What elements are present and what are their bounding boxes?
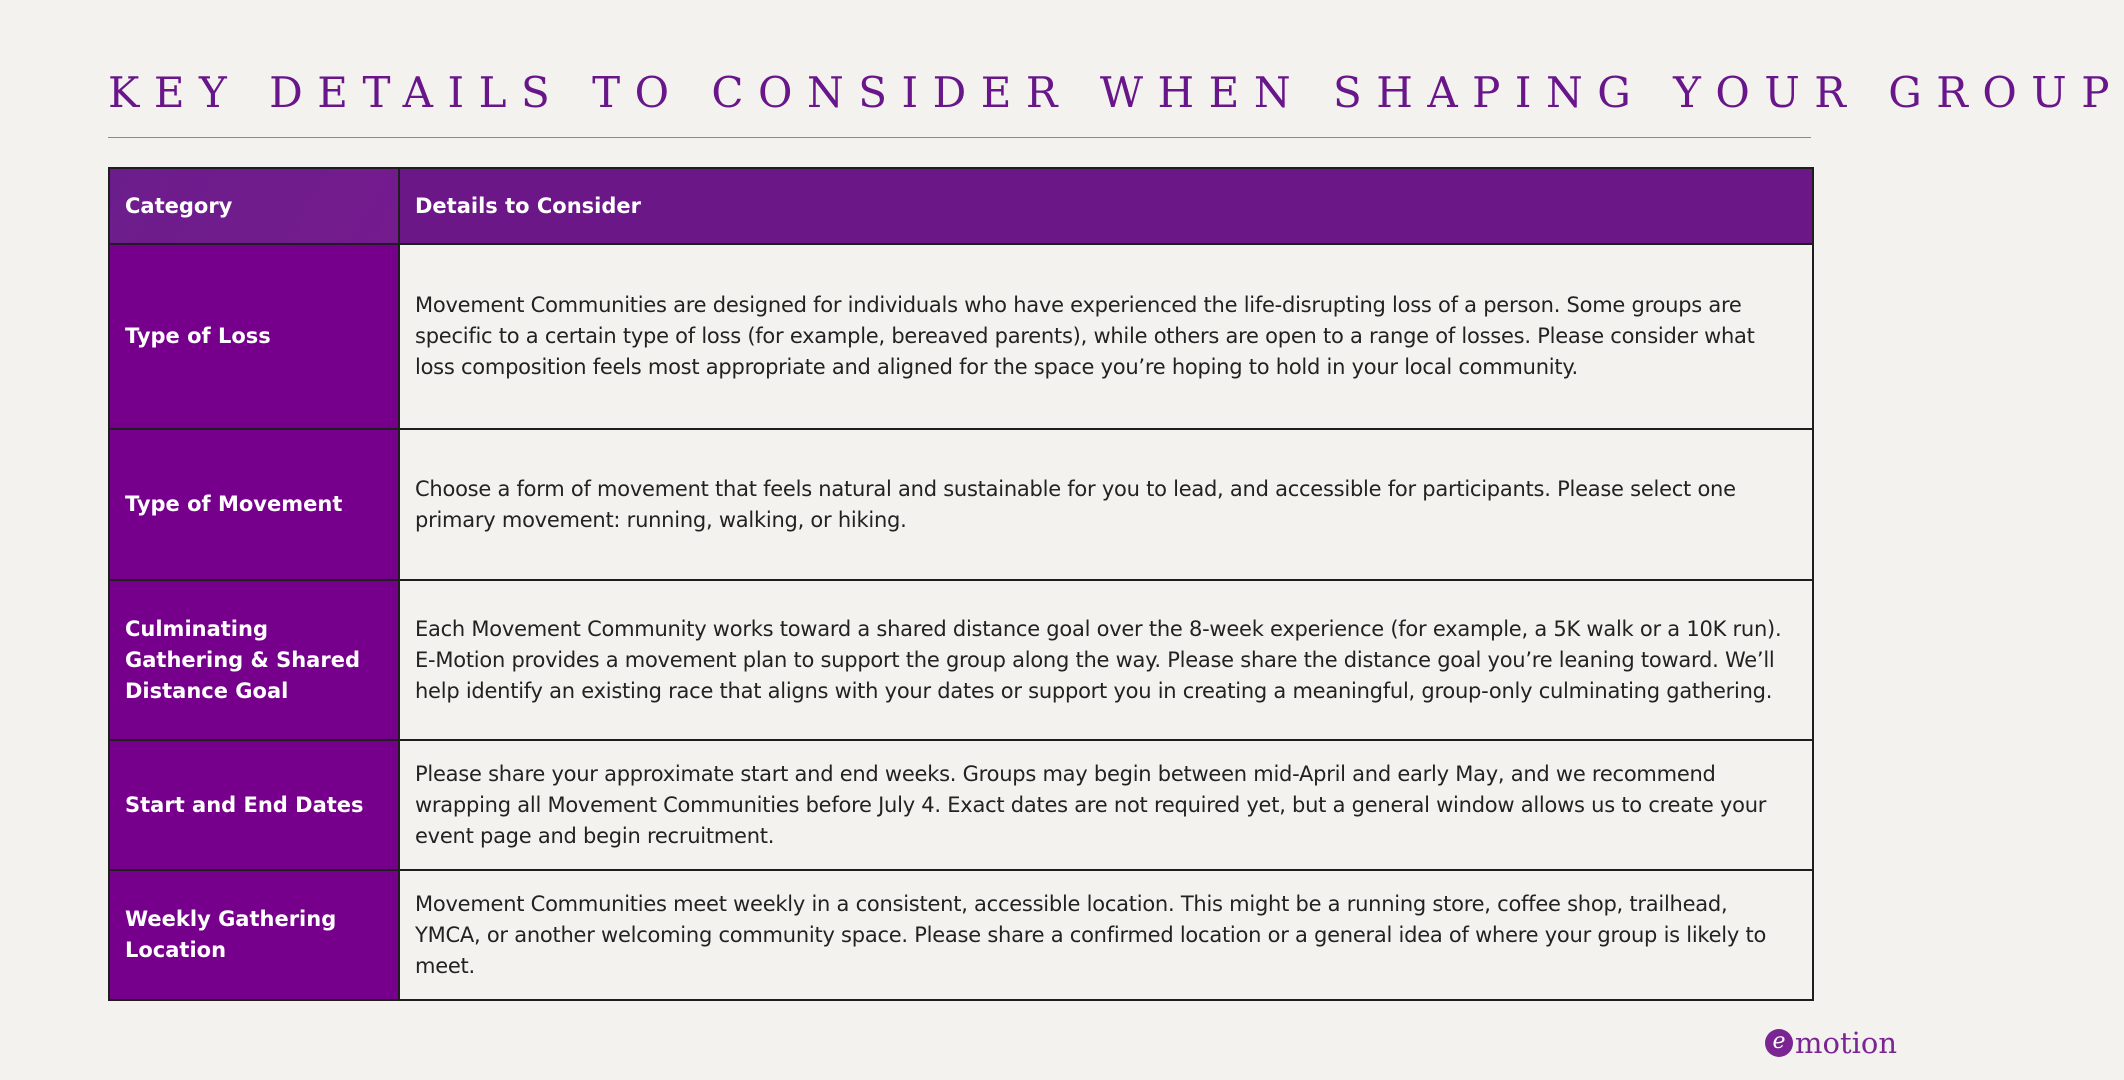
category-cell: Culminating Gathering & Shared Distance Goal — [109, 580, 399, 740]
details-cell: Choose a form of movement that feels natural and sustainable for you to lead, and accessible for participants. Please select one primary movement: running, walking, or hiking. — [399, 429, 1813, 580]
title-divider — [108, 137, 1811, 138]
page-title: KEY DETAILS TO CONSIDER WHEN SHAPING YOUR GROUP — [108, 68, 2124, 117]
table-row — [109, 740, 1813, 870]
table-header-row — [109, 168, 1813, 244]
logo-badge: e — [1765, 1029, 1793, 1057]
category-cell: Type of Movement — [109, 429, 399, 580]
category-cell: Type of Loss — [109, 244, 399, 429]
table-row — [109, 580, 1813, 740]
column-header-details: Details to Consider — [399, 168, 1813, 244]
details-table — [108, 167, 1814, 1001]
details-cell: Movement Communities are designed for individuals who have experienced the life-disrupting loss of a person. Some groups are specific to a certain type of loss (for example, bereaved parents), while others are open to a range of losses. Please consider what loss composition feels most appropriate and aligned for the space you’re hoping to hold in your local community. — [399, 244, 1813, 429]
details-cell: Please share your approximate start and end weeks. Groups may begin between mid-April and early May, and we recommend wrapping all Movement Communities before July 4. Exact dates are not required yet, but a general window allows us to create your event page and begin recruitment. — [399, 740, 1813, 870]
details-cell: Each Movement Community works toward a shared distance goal over the 8-week experience (for example, a 5K walk or a 10K run). E-Motion provides a movement plan to support the group along the way. Please share the distance goal you’re leaning toward. We’ll help identify an existing race that aligns with your dates or support you in creating a meaningful, group-only culminating gathering. — [399, 580, 1813, 740]
table-row — [109, 244, 1813, 429]
table-row — [109, 429, 1813, 580]
category-cell: Start and End Dates — [109, 740, 399, 870]
details-cell: Movement Communities meet weekly in a consistent, accessible location. This might be a running store, coffee shop, trailhead, YMCA, or another welcoming community space. Please share a confirmed location or a general idea of where your group is likely to meet. — [399, 870, 1813, 1000]
table-row — [109, 870, 1813, 1000]
column-header-category: Category — [109, 168, 399, 244]
category-cell: Weekly Gathering Location — [109, 870, 399, 1000]
emotion-logo — [1765, 1026, 1897, 1060]
logo-wordmark: motion — [1795, 1025, 1898, 1060]
